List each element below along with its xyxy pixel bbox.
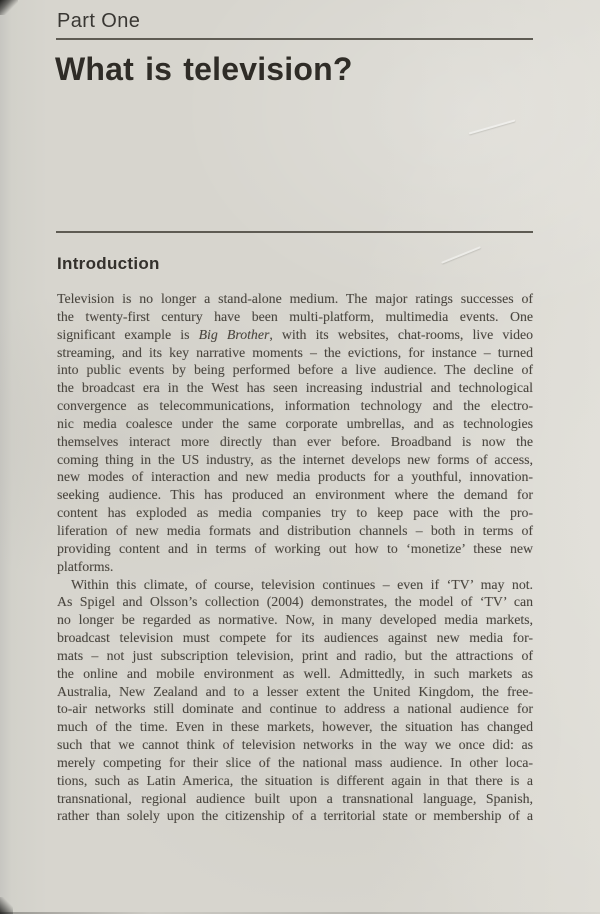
text-line: such that we cannot think of television networks in the way we once did: as: [57, 737, 533, 753]
text-line: providing content and in terms of working out how to ‘monetize’ these new: [57, 540, 533, 556]
paper-scratch: [469, 119, 516, 134]
text-line: much of the time. Even in these markets, however, the situation has changed: [57, 719, 533, 735]
text-line: Australia, New Zealand and to a lesser extent the United Kingdom, the free-: [57, 683, 533, 699]
text-line: the online and mobile environment as well. Admittedly, in such markets as: [57, 665, 533, 681]
text-line: streaming, and its key narrative moments – the evictions, for instance – turned: [57, 344, 533, 360]
text-line: coming thing in the US industry, as the internet develops new forms of access,: [57, 451, 533, 467]
scan-corner-top-left: [0, 0, 18, 15]
text-line: the twenty-first century have been multi-platform, multimedia events. One: [57, 308, 533, 324]
body-text: [57, 290, 533, 825]
text-line: liferation of new media formats and distribution channels – both in terms of: [57, 522, 533, 538]
part-rule: [56, 38, 533, 40]
text-line: into public events by being performed before a live audience. The decline of: [57, 362, 533, 378]
text-line: significant example is Big Brother, with its websites, chat-rooms, live video: [57, 326, 534, 342]
page-title: What is television?: [55, 51, 353, 87]
text-line: merely competing for their slice of the national mass audience. In other loca-: [57, 754, 533, 770]
text-line: no longer be regarded as normative. Now, in many developed media markets,: [57, 612, 533, 628]
text-line: As Spigel and Olsson’s collection (2004) demonstrates, the model of ‘TV’ can: [57, 594, 533, 610]
text-line: rather than solely upon the citizenship of a territorial state or membership of a: [57, 808, 533, 824]
section-rule: [56, 231, 533, 233]
paragraph: [57, 576, 533, 826]
text-line: content has exploded as media companies try to keep pace with the pro-: [57, 505, 533, 521]
scan-corner-bottom-left: [0, 897, 13, 914]
paragraph: [57, 290, 533, 576]
text-line: Television is no longer a stand-alone medium. The major ratings successes of: [57, 291, 533, 306]
text-line: themselves interact more directly than ever before. Broadband is now the: [57, 433, 533, 449]
text-line: seeking audience. This has produced an environment where the demand for: [57, 487, 533, 503]
text-line: to-air networks still dominate and continue to address a national audience for: [57, 701, 533, 717]
text-line: the broadcast era in the West has seen increasing industrial and technological: [57, 380, 533, 396]
text-line: nic media coalesce under the same corporate umbrellas, and as technologies: [57, 415, 533, 431]
text-line: new modes of interaction and new media products for a youthful, innovation-: [57, 469, 533, 485]
section-heading: Introduction: [57, 254, 160, 273]
text-line: convergence as telecommunications, information technology and the electro-: [57, 398, 533, 414]
text-line: broadcast television must compete for its audiences against new media for-: [57, 630, 533, 646]
part-label: Part One: [57, 10, 141, 32]
text-line: tions, such as Latin America, the situation is different again in that there is a: [57, 772, 533, 788]
text-line: transnational, regional audience built upon a transnational language, Spanish,: [57, 790, 533, 806]
text-line: Within this climate, of course, television continues – even if ‘TV’ may not.: [71, 576, 533, 592]
text-line: mats – not just subscription television, print and radio, but the attractions of: [57, 647, 533, 663]
text-line: platforms.: [57, 558, 114, 574]
